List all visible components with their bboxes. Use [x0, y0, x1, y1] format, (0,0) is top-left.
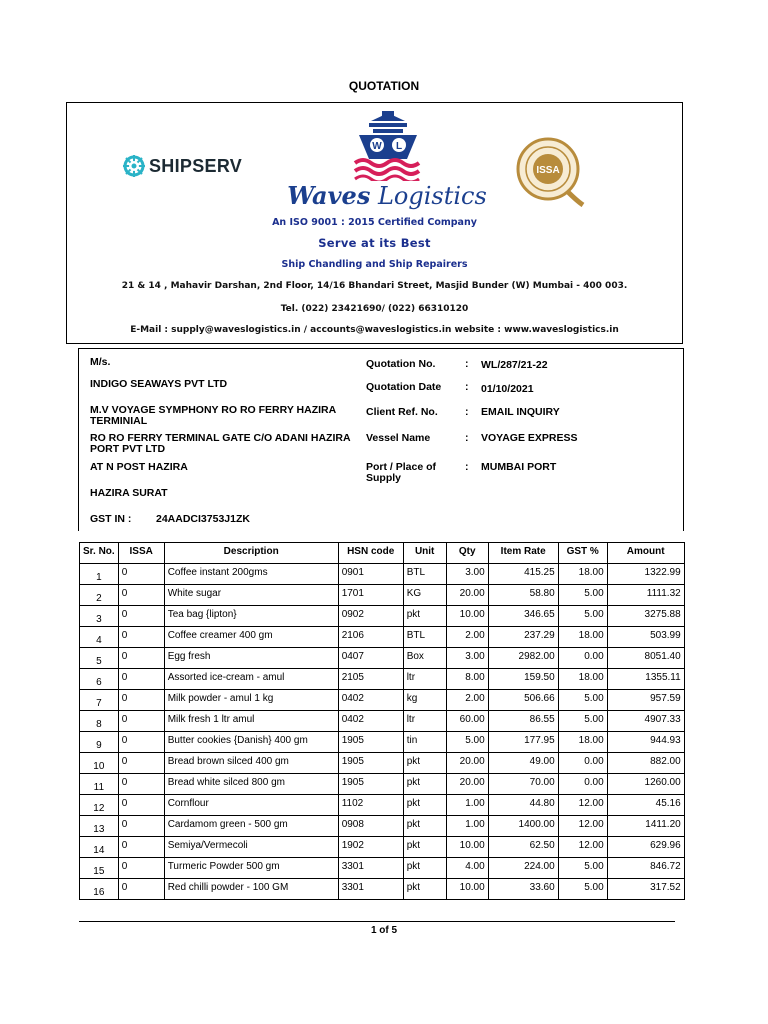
cell-unit: pkt: [403, 753, 446, 774]
company-email: E-Mail : supply@waveslogistics.in / accounts@waveslogistics.in website : www.waveslogistics.in: [130, 325, 619, 335]
cell-hsn-code: 0402: [338, 690, 403, 711]
cell-amount: 317.52: [607, 879, 684, 900]
cell-gst: 18.00: [558, 669, 607, 690]
cell-sr-no: 10: [80, 753, 119, 774]
cell-gst: 5.00: [558, 879, 607, 900]
cell-qty: 2.00: [446, 627, 488, 648]
cell-unit: Box: [403, 648, 446, 669]
gst-value: 24AADCI3753J1ZK: [156, 513, 250, 525]
cell-item-rate: 237.29: [488, 627, 558, 648]
cell-description: Semiya/Vermecoli: [164, 837, 338, 858]
table-row: [80, 564, 685, 585]
cell-description: Milk powder - amul 1 kg: [164, 690, 338, 711]
col-amount: Amount: [607, 543, 684, 564]
cell-issa: 0: [118, 837, 164, 858]
port-sep: :: [465, 461, 469, 473]
cell-unit: ltr: [403, 711, 446, 732]
cell-sr-no: 12: [80, 795, 119, 816]
col-issa: ISSA: [118, 543, 164, 564]
cell-gst: 5.00: [558, 690, 607, 711]
cell-amount: 45.16: [607, 795, 684, 816]
cell-sr-no: 14: [80, 837, 119, 858]
cell-item-rate: 2982.00: [488, 648, 558, 669]
cell-unit: pkt: [403, 606, 446, 627]
cell-qty: 20.00: [446, 585, 488, 606]
cell-qty: 20.00: [446, 753, 488, 774]
col-description: Description: [164, 543, 338, 564]
cell-item-rate: 49.00: [488, 753, 558, 774]
quotation-date-sep: :: [465, 381, 469, 393]
cell-qty: 3.00: [446, 648, 488, 669]
cell-gst: 12.00: [558, 837, 607, 858]
cell-issa: 0: [118, 858, 164, 879]
cell-description: Cornflour: [164, 795, 338, 816]
logo-letter-w: W: [372, 141, 382, 152]
cell-issa: 0: [118, 879, 164, 900]
cell-amount: 4907.33: [607, 711, 684, 732]
cell-hsn-code: 1701: [338, 585, 403, 606]
cell-sr-no: 6: [80, 669, 119, 690]
client-ref-value: EMAIL INQUIRY: [481, 406, 560, 418]
cell-item-rate: 506.66: [488, 690, 558, 711]
cell-description: White sugar: [164, 585, 338, 606]
cell-description: Egg fresh: [164, 648, 338, 669]
table-row: [80, 774, 685, 795]
cell-qty: 3.00: [446, 564, 488, 585]
letterhead: [66, 102, 683, 344]
cell-description: Cardamom green - 500 gm: [164, 816, 338, 837]
cell-description: Coffee instant 200gms: [164, 564, 338, 585]
cell-qty: 1.00: [446, 816, 488, 837]
cell-sr-no: 2: [80, 585, 119, 606]
seal-text: ISSA: [536, 165, 560, 176]
cell-gst: 18.00: [558, 564, 607, 585]
cell-item-rate: 1400.00: [488, 816, 558, 837]
cell-amount: 1355.11: [607, 669, 684, 690]
cell-amount: 3275.88: [607, 606, 684, 627]
cell-unit: pkt: [403, 879, 446, 900]
cell-gst: 12.00: [558, 816, 607, 837]
items-table-body: [80, 564, 685, 900]
customer-address-line4: HAZIRA SURAT: [90, 487, 168, 499]
company-address: 21 & 14 , Mahavir Darshan, 2nd Floor, 14/16 Bhandari Street, Masjid Bunder (W) Mumbai - 400 003.: [121, 281, 628, 291]
cell-sr-no: 5: [80, 648, 119, 669]
cell-gst: 5.00: [558, 858, 607, 879]
cell-issa: 0: [118, 585, 164, 606]
cell-unit: tin: [403, 732, 446, 753]
cell-hsn-code: 1902: [338, 837, 403, 858]
cell-gst: 18.00: [558, 732, 607, 753]
cell-amount: 944.93: [607, 732, 684, 753]
quotation-date-label: Quotation Date: [366, 381, 442, 393]
cell-hsn-code: 0908: [338, 816, 403, 837]
cell-hsn-code: 0901: [338, 564, 403, 585]
cell-sr-no: 3: [80, 606, 119, 627]
cell-issa: 0: [118, 711, 164, 732]
cell-item-rate: 177.95: [488, 732, 558, 753]
customer-address-line2: RO RO FERRY TERMINAL GATE C/O ADANI HAZIRA PORT PVT LTD: [90, 432, 351, 455]
cell-item-rate: 86.55: [488, 711, 558, 732]
cell-hsn-code: 2106: [338, 627, 403, 648]
cell-unit: pkt: [403, 858, 446, 879]
cell-amount: 629.96: [607, 837, 684, 858]
cell-sr-no: 16: [80, 879, 119, 900]
cell-amount: 882.00: [607, 753, 684, 774]
client-ref-label: Client Ref. No.: [366, 406, 438, 418]
col-gst: GST %: [558, 543, 607, 564]
cell-unit: pkt: [403, 816, 446, 837]
cell-item-rate: 346.65: [488, 606, 558, 627]
table-row: [80, 795, 685, 816]
cell-item-rate: 224.00: [488, 858, 558, 879]
cell-qty: 1.00: [446, 795, 488, 816]
cell-issa: 0: [118, 564, 164, 585]
table-row: [80, 606, 685, 627]
cell-qty: 10.00: [446, 879, 488, 900]
col-hsn-code: HSN code: [338, 543, 403, 564]
quotation-date-value: 01/10/2021: [481, 383, 534, 395]
cell-amount: 1111.32: [607, 585, 684, 606]
footer-divider: [79, 921, 675, 922]
cell-sr-no: 9: [80, 732, 119, 753]
cell-qty: 8.00: [446, 669, 488, 690]
table-header-row: [80, 543, 685, 564]
table-row: [80, 879, 685, 900]
cell-gst: 0.00: [558, 648, 607, 669]
col-qty: Qty: [446, 543, 488, 564]
col-item-rate: Item Rate: [488, 543, 558, 564]
cell-issa: 0: [118, 669, 164, 690]
customer-address-line1: M.V VOYAGE SYMPHONY RO RO FERRY HAZIRA TERMINIAL: [90, 404, 336, 427]
cell-amount: 846.72: [607, 858, 684, 879]
cell-description: Milk fresh 1 ltr amul: [164, 711, 338, 732]
cell-amount: 1411.20: [607, 816, 684, 837]
cell-hsn-code: 0402: [338, 711, 403, 732]
quotation-no-value: WL/287/21-22: [481, 359, 548, 371]
cell-issa: 0: [118, 753, 164, 774]
cell-description: Turmeric Powder 500 gm: [164, 858, 338, 879]
table-row: [80, 816, 685, 837]
cell-amount: 1322.99: [607, 564, 684, 585]
customer-info-box: [78, 348, 684, 531]
cell-sr-no: 1: [80, 564, 119, 585]
cell-issa: 0: [118, 774, 164, 795]
cell-item-rate: 33.60: [488, 879, 558, 900]
cell-description: Red chilli powder - 100 GM: [164, 879, 338, 900]
cell-hsn-code: 2105: [338, 669, 403, 690]
shipserv-logo: [123, 155, 242, 177]
brand-name: [287, 181, 487, 210]
items-table: [79, 542, 685, 900]
cell-hsn-code: 0407: [338, 648, 403, 669]
client-ref-sep: :: [465, 406, 469, 418]
cell-gst: 0.00: [558, 774, 607, 795]
cell-unit: pkt: [403, 837, 446, 858]
cell-hsn-code: 0902: [338, 606, 403, 627]
cell-amount: 503.99: [607, 627, 684, 648]
table-row: [80, 627, 685, 648]
cell-amount: 957.59: [607, 690, 684, 711]
cell-qty: 60.00: [446, 711, 488, 732]
shipserv-text: SHIPSERV: [149, 155, 243, 176]
cell-unit: KG: [403, 585, 446, 606]
table-row: [80, 858, 685, 879]
cell-issa: 0: [118, 690, 164, 711]
cell-item-rate: 415.25: [488, 564, 558, 585]
company-phone: Tel. (022) 23421690/ (022) 66310120: [280, 304, 469, 314]
cell-item-rate: 44.80: [488, 795, 558, 816]
cell-gst: 5.00: [558, 585, 607, 606]
tagline: Serve at its Best: [318, 236, 431, 250]
cell-hsn-code: 3301: [338, 879, 403, 900]
table-row: [80, 753, 685, 774]
issa-seal-icon: [515, 135, 585, 207]
shipserv-wheel-icon: [123, 155, 145, 177]
port-value: MUMBAI PORT: [481, 461, 557, 473]
cell-description: Bread white silced 800 gm: [164, 774, 338, 795]
quotation-no-sep: :: [465, 358, 469, 370]
col-unit: Unit: [403, 543, 446, 564]
cell-qty: 10.00: [446, 837, 488, 858]
cell-description: Coffee creamer 400 gm: [164, 627, 338, 648]
quotation-no-label: Quotation No.: [366, 358, 436, 370]
cell-unit: pkt: [403, 774, 446, 795]
cell-issa: 0: [118, 795, 164, 816]
cell-hsn-code: 1905: [338, 774, 403, 795]
cell-hsn-code: 3301: [338, 858, 403, 879]
iso-certification: An ISO 9001 : 2015 Certified Company: [272, 217, 477, 228]
vessel-name-value: VOYAGE EXPRESS: [481, 432, 578, 444]
cell-item-rate: 62.50: [488, 837, 558, 858]
cell-hsn-code: 1905: [338, 753, 403, 774]
cell-gst: 18.00: [558, 627, 607, 648]
gst-label: GST IN :: [90, 513, 132, 525]
cell-gst: 0.00: [558, 753, 607, 774]
port-label: Port / Place of Supply: [366, 461, 437, 484]
services-line: Ship Chandling and Ship Repairers: [281, 259, 468, 270]
table-row: [80, 711, 685, 732]
table-row: [80, 690, 685, 711]
cell-sr-no: 7: [80, 690, 119, 711]
cell-unit: BTL: [403, 627, 446, 648]
logo-letter-l: L: [395, 141, 403, 152]
cell-qty: 20.00: [446, 774, 488, 795]
cell-unit: kg: [403, 690, 446, 711]
cell-hsn-code: 1905: [338, 732, 403, 753]
cell-qty: 10.00: [446, 606, 488, 627]
cell-gst: 5.00: [558, 711, 607, 732]
vessel-name-sep: :: [465, 432, 469, 444]
ms-label: M/s.: [90, 356, 111, 368]
waves-logistics-ship-icon: [353, 109, 423, 181]
cell-gst: 5.00: [558, 606, 607, 627]
cell-amount: 1260.00: [607, 774, 684, 795]
vessel-name-label: Vessel Name: [366, 432, 431, 444]
table-row: [80, 648, 685, 669]
cell-sr-no: 11: [80, 774, 119, 795]
cell-sr-no: 8: [80, 711, 119, 732]
cell-unit: BTL: [403, 564, 446, 585]
col-sr-no: Sr. No.: [80, 543, 119, 564]
customer-name: INDIGO SEAWAYS PVT LTD: [90, 378, 228, 390]
cell-sr-no: 4: [80, 627, 119, 648]
cell-issa: 0: [118, 627, 164, 648]
cell-gst: 12.00: [558, 795, 607, 816]
cell-description: Tea bag {lipton}: [164, 606, 338, 627]
cell-description: Assorted ice-cream - amul: [164, 669, 338, 690]
cell-item-rate: 159.50: [488, 669, 558, 690]
cell-qty: 5.00: [446, 732, 488, 753]
cell-description: Bread brown silced 400 gm: [164, 753, 338, 774]
cell-qty: 2.00: [446, 690, 488, 711]
cell-item-rate: 58.80: [488, 585, 558, 606]
page-number: 1 of 5: [370, 925, 398, 936]
document-title: QUOTATION: [348, 79, 420, 93]
cell-issa: 0: [118, 648, 164, 669]
cell-unit: pkt: [403, 795, 446, 816]
cell-issa: 0: [118, 732, 164, 753]
cell-description: Butter cookies {Danish} 400 gm: [164, 732, 338, 753]
cell-sr-no: 13: [80, 816, 119, 837]
cell-qty: 4.00: [446, 858, 488, 879]
table-row: [80, 837, 685, 858]
cell-hsn-code: 1102: [338, 795, 403, 816]
brand-name-second: Logistics: [377, 182, 487, 210]
table-row: [80, 585, 685, 606]
table-row: [80, 732, 685, 753]
table-row: [80, 669, 685, 690]
cell-unit: ltr: [403, 669, 446, 690]
cell-sr-no: 15: [80, 858, 119, 879]
cell-item-rate: 70.00: [488, 774, 558, 795]
cell-amount: 8051.40: [607, 648, 684, 669]
brand-name-first: Waves: [287, 181, 371, 210]
cell-issa: 0: [118, 606, 164, 627]
cell-issa: 0: [118, 816, 164, 837]
customer-address-line3: AT N POST HAZIRA: [90, 461, 188, 473]
